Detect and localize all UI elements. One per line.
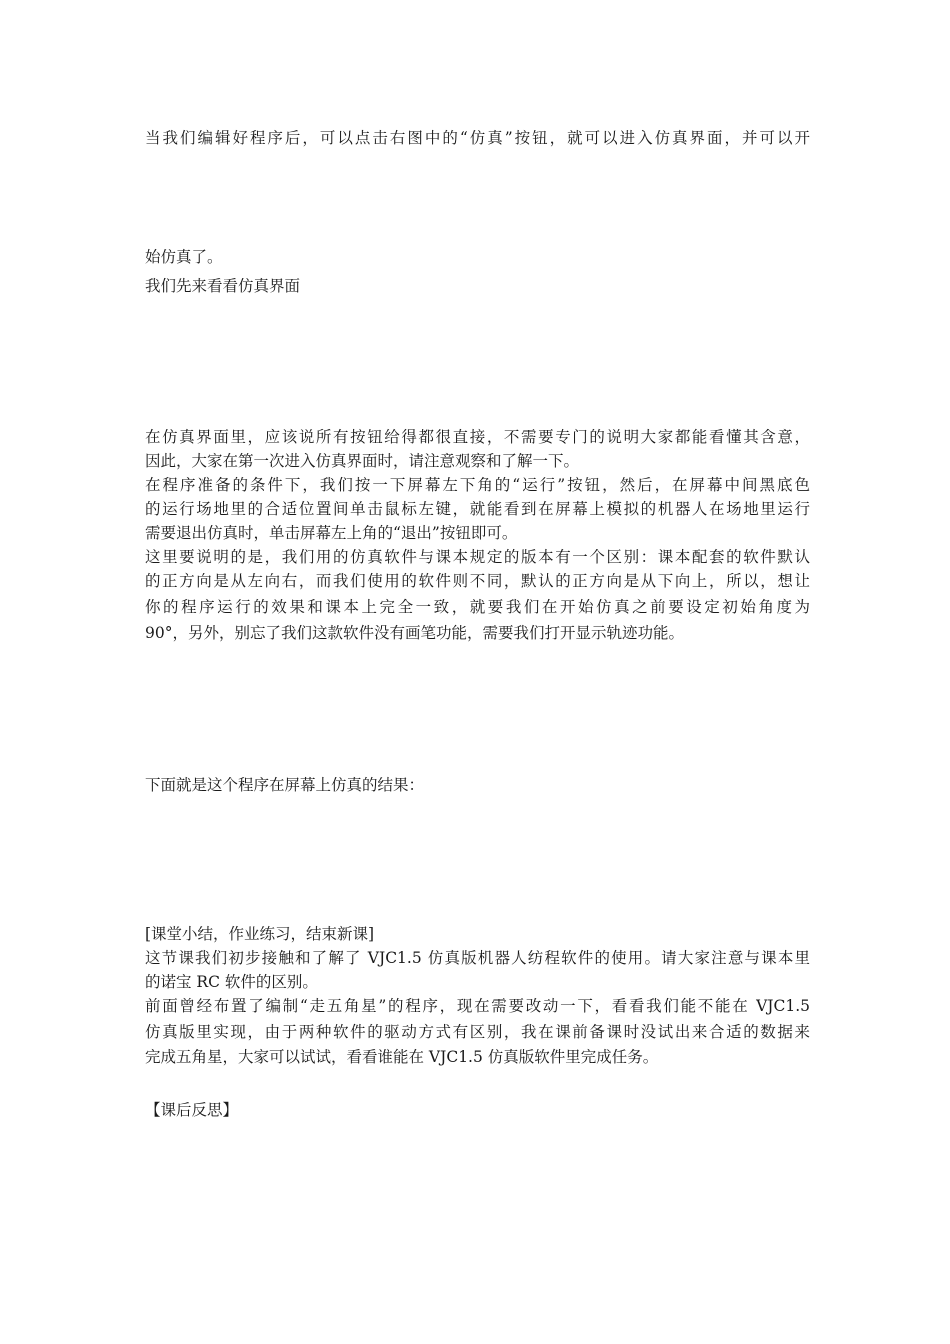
paragraph-line: 在仿真界面里，应该说所有按钮给得都很直接，不需要专门的说明大家都能看懂其含意， (145, 428, 810, 446)
paragraph-line: 这节课我们初步接触和了解了 VJC1.5 仿真版机器人纺程软件的使用。请大家注意与课本里 (145, 949, 810, 967)
paragraph-line: 90°，另外，别忘了我们这款软件没有画笔功能，需要我们打开显示轨迹功能。 (145, 624, 684, 642)
section-heading: [课堂小结，作业练习，结束新课] (145, 925, 375, 943)
paragraph-line: 的诺宝 RC 软件的区别。 (145, 973, 318, 991)
paragraph-line: 的运行场地里的合适位置间单击鼠标左键，就能看到在屏幕上模拟的机器人在场地里运行 (145, 500, 810, 518)
paragraph-line: 的正方向是从左向右，而我们使用的软件则不同，默认的正方向是从下向上，所以，想让 (145, 572, 810, 590)
paragraph-line: 始仿真了。 (145, 248, 223, 266)
paragraph-line: 在程序准备的条件下，我们按一下屏幕左下角的“运行”按钮，然后，在屏幕中间黑底色 (145, 476, 810, 494)
section-heading: 【课后反思】 (145, 1101, 239, 1119)
paragraph-line: 因此，大家在第一次进入仿真界面时，请注意观察和了解一下。 (145, 452, 580, 470)
paragraph-line: 我们先来看看仿真界面 (145, 277, 301, 295)
paragraph-line: 需要退出仿真时，单击屏幕左上角的“退出”按钮即可。 (145, 524, 518, 542)
paragraph-line: 这里要说明的是，我们用的仿真软件与课本规定的版本有一个区别：课本配套的软件默认 (145, 548, 810, 566)
paragraph-line: 完成五角星，大家可以试试，看看谁能在 VJC1.5 仿真版软件里完成任务。 (145, 1048, 659, 1066)
paragraph-line: 下面就是这个程序在屏幕上仿真的结果： (145, 776, 425, 794)
paragraph-line: 你的程序运行的效果和课本上完全一致，就要我们在开始仿真之前要设定初始角度为 (145, 598, 810, 616)
paragraph-line: 当我们编辑好程序后，可以点击右图中的“仿真”按钮，就可以进入仿真界面，并可以开 (145, 129, 810, 147)
paragraph-line: 仿真版里实现，由于两种软件的驱动方式有区别，我在课前备课时没试出来合适的数据来 (145, 1023, 810, 1041)
paragraph-line: 前面曾经布置了编制“走五角星”的程序，现在需要改动一下，看看我们能不能在 VJC1.5 (145, 997, 810, 1015)
